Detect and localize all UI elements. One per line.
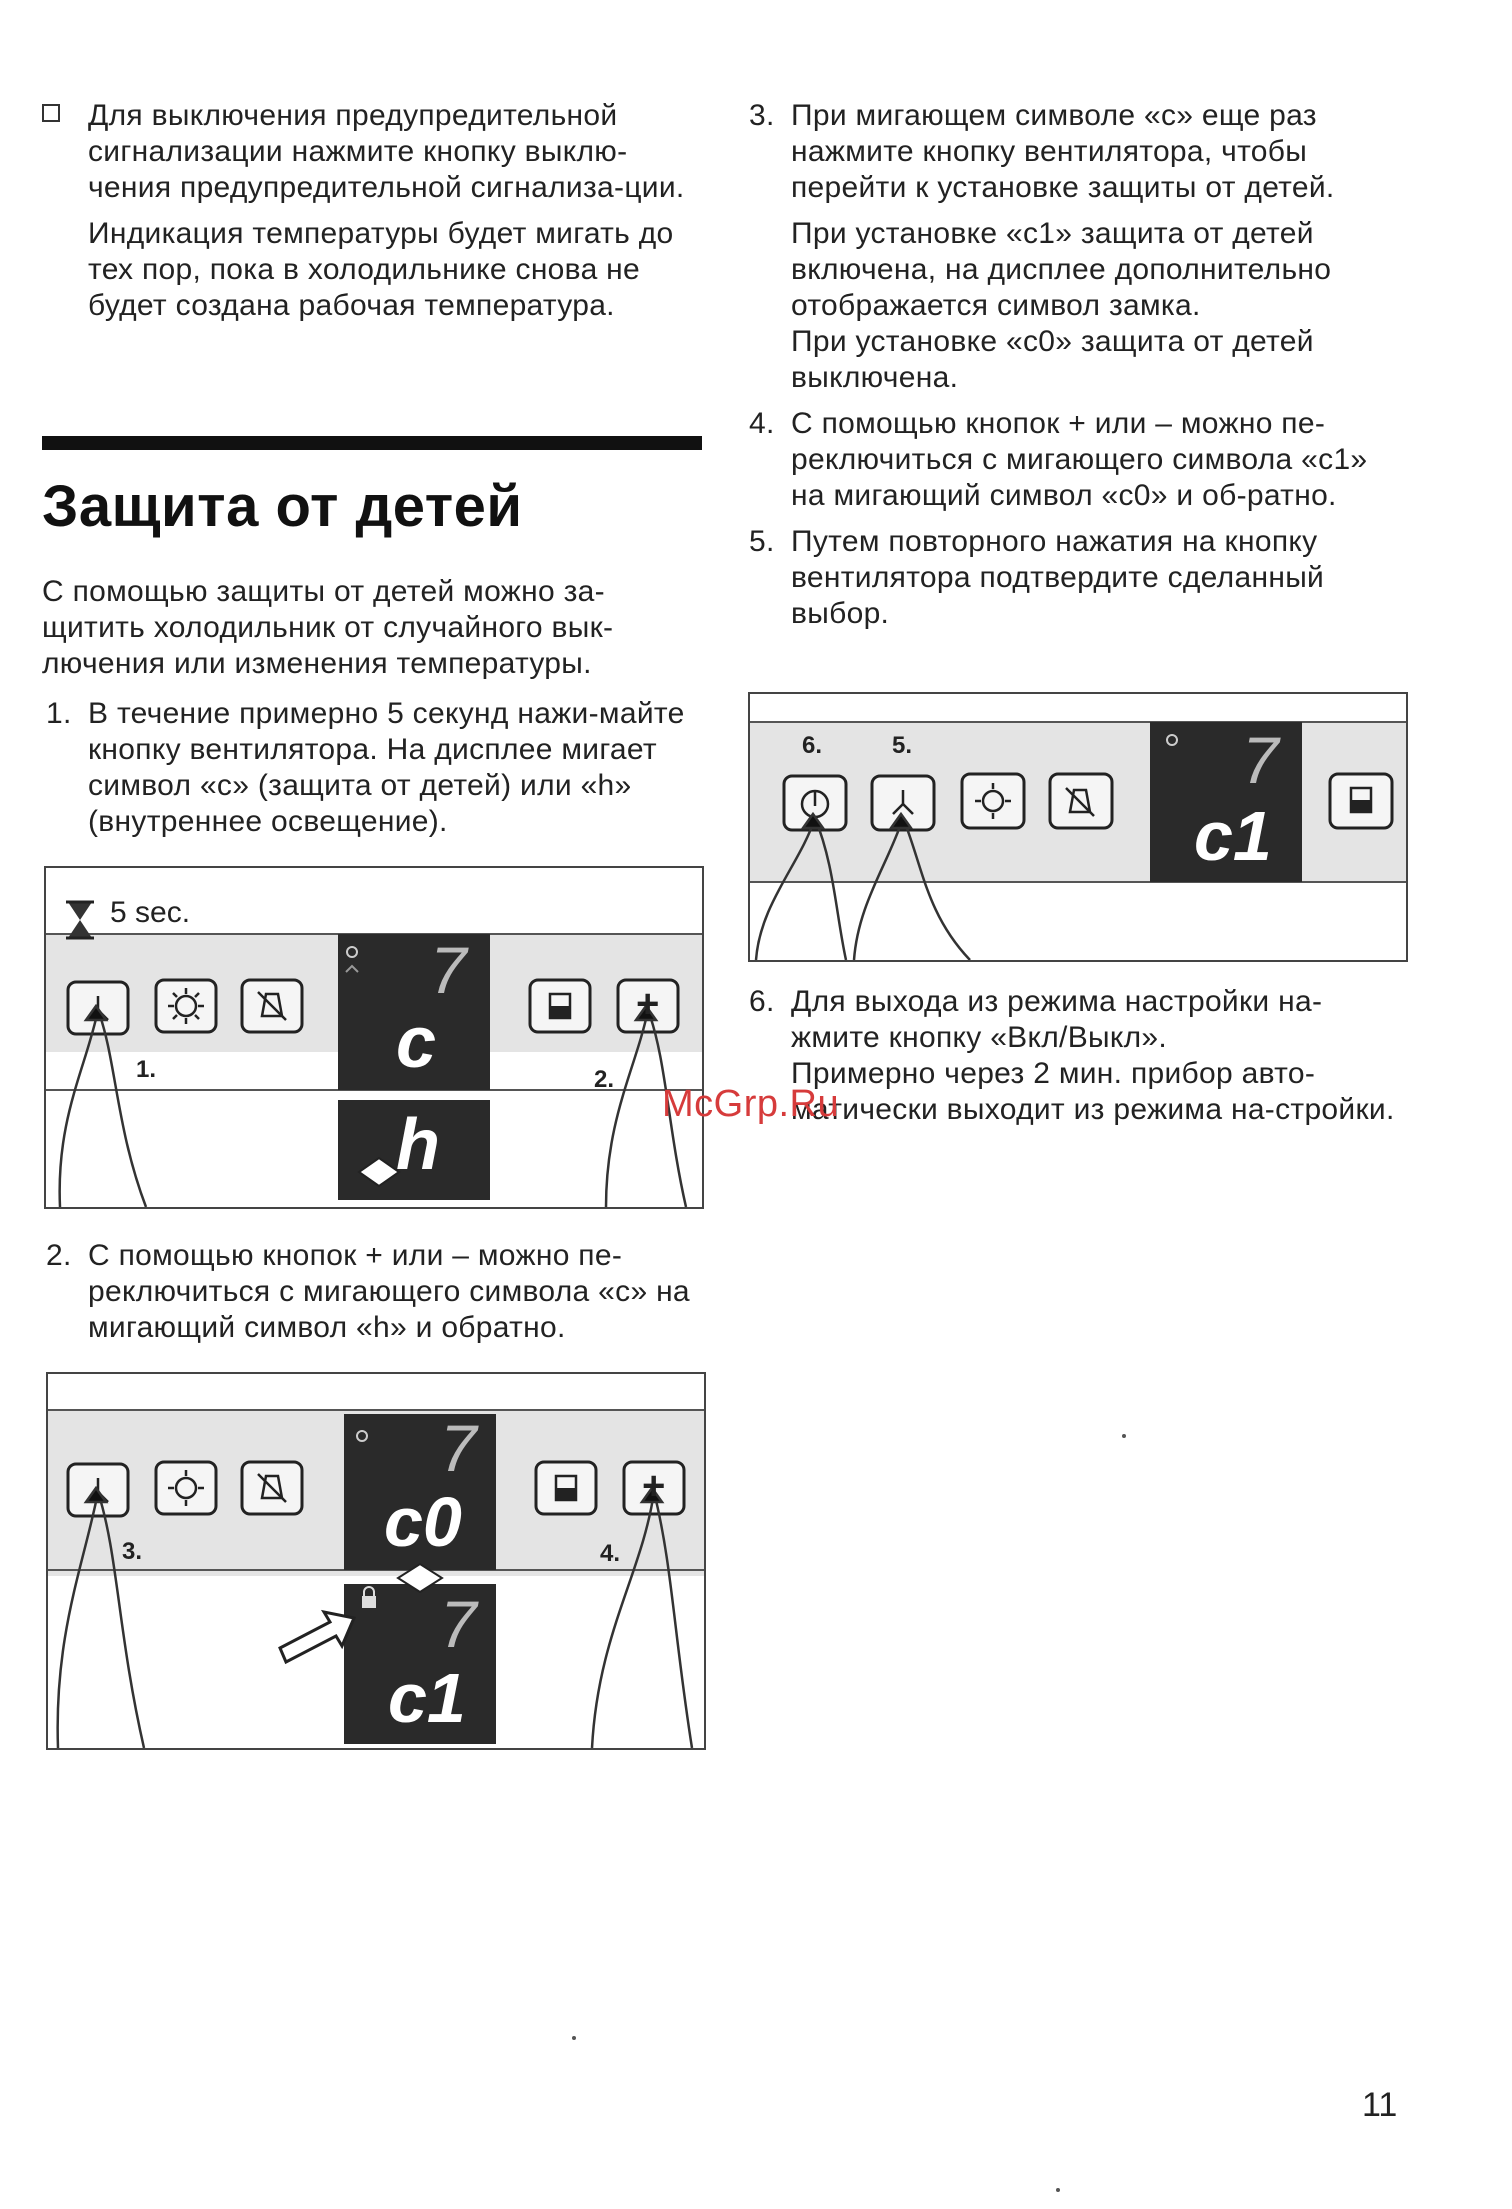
- display-bottom-symbol: h: [396, 1105, 440, 1185]
- display-symbol: c1: [1194, 797, 1272, 875]
- step-3-number: 3.: [749, 99, 775, 132]
- step-marker-5: 5.: [892, 732, 913, 759]
- light-button[interactable]: [156, 980, 216, 1032]
- step-2: [42, 1238, 702, 1346]
- step-2-number: 2.: [46, 1239, 72, 1272]
- step-6-note: Примерно через 2 мин. прибор авто-матически выходит из режима на-стройки.: [791, 1057, 1395, 1126]
- figure-1-panel: [44, 866, 704, 1209]
- figure-3-panel: [748, 692, 1408, 962]
- alarm-off-button[interactable]: [1050, 774, 1112, 828]
- section-heading: Защита от детей: [42, 474, 523, 539]
- warning-bullet: [42, 98, 702, 324]
- alarm-off-button[interactable]: [242, 1462, 302, 1514]
- scan-speck: [1122, 1434, 1126, 1438]
- alarm-off-button[interactable]: [242, 980, 302, 1032]
- step-4-text: С помощью кнопок + или – можно пе-реключиться с мигающего символа «c1» на мигающий символ «c0» и об-ратно.: [791, 407, 1368, 512]
- display-digit: 7: [1242, 723, 1279, 797]
- display-top-digit: 7: [440, 1411, 477, 1485]
- step-1: [42, 696, 702, 840]
- display-top-symbol: c: [396, 1003, 437, 1083]
- figure-3-drawing: [750, 694, 1406, 960]
- step-3: [745, 98, 1405, 396]
- left-column: [42, 98, 702, 324]
- step-marker-2: 2.: [594, 1066, 615, 1093]
- freezer-button[interactable]: [530, 980, 590, 1032]
- freezer-button[interactable]: [1330, 774, 1392, 828]
- step-3-text: При мигающем символе «c» еще раз нажмите кнопку вентилятора, чтобы перейти к установке защиты от детей.: [791, 99, 1335, 204]
- step-1-text: В течение примерно 5 секунд нажи-майте кнопку вентилятора. На дисплее мигает символ «c» (защита от детей) или «h» (внутреннее освещение).: [88, 697, 685, 838]
- step-marker-3: 3.: [122, 1538, 143, 1565]
- step-6-block: [745, 984, 1405, 1128]
- figure-2-panel: [46, 1372, 706, 1750]
- step-2-text: С помощью кнопок + или – можно пе-реключиться с мигающего символа «c» на мигающий символ «h» и обратно.: [88, 1239, 690, 1344]
- step-marker-6: 6.: [802, 732, 823, 759]
- step-6-number: 6.: [749, 985, 775, 1018]
- intro-block: [42, 574, 702, 840]
- display-top-digit: 7: [430, 933, 467, 1007]
- page-number: 11: [1362, 2086, 1398, 2124]
- step-5-number: 5.: [749, 525, 775, 558]
- section-rule: [42, 436, 702, 450]
- step-3-note-b: При установке «c0» защита от детей выключена.: [791, 325, 1314, 394]
- freezer-button[interactable]: [536, 1462, 596, 1514]
- display-top-symbol: c0: [384, 1483, 462, 1561]
- step-marker-1: 1.: [136, 1056, 157, 1083]
- arrow-icon: [280, 1612, 354, 1662]
- display-bottom-digit: 7: [440, 1587, 477, 1661]
- step-2-block: [42, 1238, 702, 1346]
- hourglass-icon: [66, 902, 94, 938]
- bullet-followup: Индикация температуры будет мигать до тех пор, пока в холодильнике снова не будет создана рабочая температура.: [88, 217, 674, 322]
- step-marker-4: 4.: [600, 1540, 621, 1567]
- step-1-number: 1.: [46, 697, 72, 730]
- step-6-text: Для выхода из режима настройки на-жмите кнопку «Вкл/Выкл».: [791, 985, 1323, 1054]
- timer-label: 5 sec.: [110, 896, 191, 929]
- intro-text: С помощью защиты от детей можно за-щитить холодильник от случайного вык-лючения или изменения температуры.: [42, 575, 614, 680]
- step-4: [745, 406, 1405, 514]
- step-5-text: Путем повторного нажатия на кнопку вентилятора подтвердите сделанный выбор.: [791, 525, 1325, 630]
- checkbox-bullet-icon: [42, 104, 60, 122]
- step-3-note-a: При установке «c1» защита от детей включена, на дисплее дополнительно отображается символ замка.: [791, 217, 1332, 322]
- scan-speck: [1056, 2188, 1060, 2192]
- bullet-text: Для выключения предупредительной сигнализации нажмите кнопку выклю-чения предупредительной сигнализа-ции.: [88, 99, 685, 204]
- right-column: [745, 98, 1405, 632]
- step-5: [745, 524, 1405, 632]
- scan-speck: [572, 2036, 576, 2040]
- light-button[interactable]: [962, 774, 1024, 828]
- step-6: [745, 984, 1405, 1128]
- plus-icon: +: [636, 982, 660, 1026]
- plus-icon: +: [642, 1464, 666, 1508]
- light-button[interactable]: [156, 1462, 216, 1514]
- step-4-number: 4.: [749, 407, 775, 440]
- display-bottom-symbol: c1: [388, 1659, 466, 1737]
- watermark: McGrp.Ru: [662, 1083, 840, 1125]
